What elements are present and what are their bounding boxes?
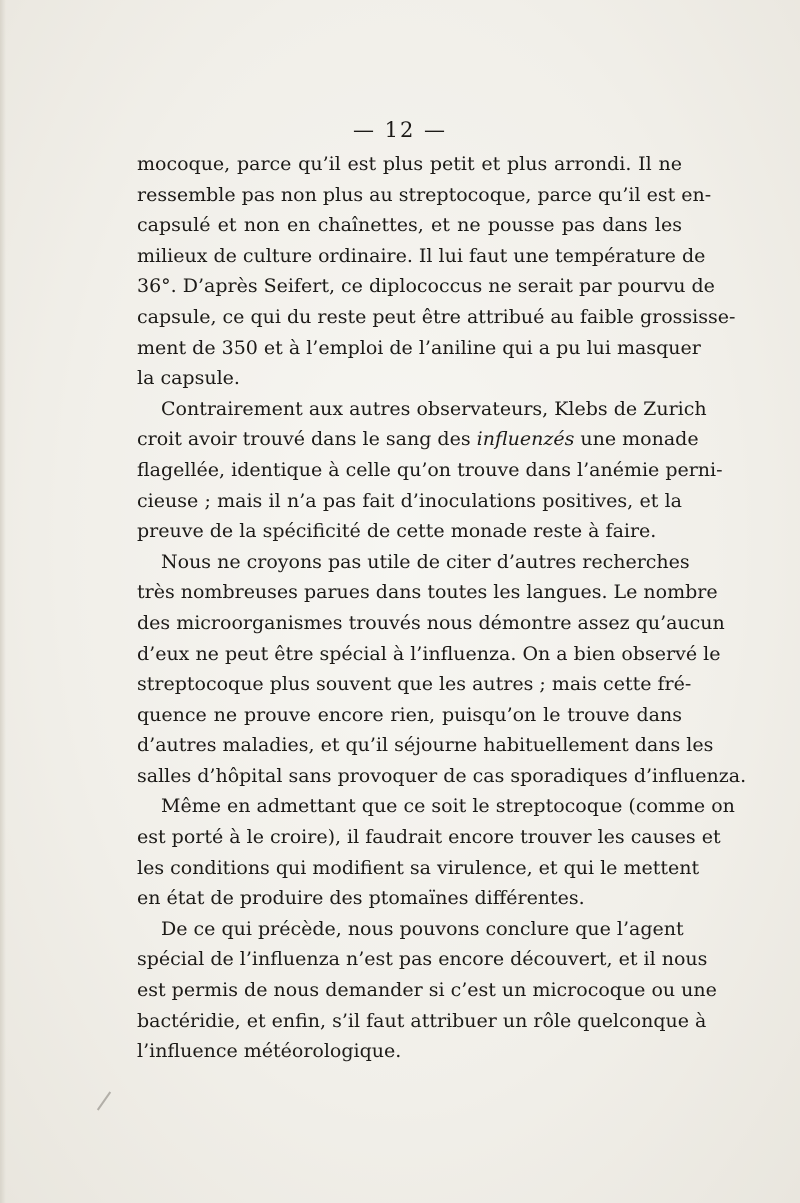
page-number: — 12 —: [352, 118, 448, 142]
text-line: capsulé et non en chaînettes, et ne pousse pas dans les: [137, 214, 682, 237]
paragraph: [137, 394, 723, 547]
text-line: croit avoir trouvé dans le sang des influenzés une monade: [137, 428, 699, 451]
text-line: est porté à le croire), il faudrait encore trouver les causes et: [137, 826, 721, 849]
text-line: spécial de l’influenza n’est pas encore découvert, et il nous: [137, 948, 708, 971]
text-line: la capsule.: [137, 367, 240, 390]
text-line: capsule, ce qui du reste peut être attribué au faible grossisse-: [137, 305, 736, 328]
text-line: cieuse ; mais il n’a pas fait d’inoculations positives, et la: [137, 489, 682, 512]
text-line: les conditions qui modifient sa virulence, et qui le mettent: [137, 856, 700, 879]
text-line: Même en admettant que ce soit le streptocoque (comme on: [161, 795, 735, 818]
text-line: est permis de nous demander si c’est un microcoque ou une: [137, 979, 717, 1002]
print-blemish: [97, 1091, 111, 1110]
text-line: De ce qui précède, nous pouvons conclure que l’agent: [161, 917, 684, 940]
text-line: bactéridie, et enfin, s’il faut attribuer un rôle quelconque à: [137, 1009, 707, 1032]
text-line: flagellée, identique à celle qu’on trouve dans l’anémie perni-: [137, 458, 723, 481]
text-line: des microorganismes trouvés nous démontre assez qu’aucun: [137, 611, 725, 634]
paragraph: [137, 149, 736, 394]
paragraph: [137, 547, 747, 792]
page-edge-shadow: [0, 0, 6, 1203]
text-line: 36°. D’après Seifert, ce diplococcus ne serait par pourvu de: [137, 275, 715, 298]
text-line: Nous ne croyons pas utile de citer d’autres recherches: [161, 550, 690, 573]
text-line: ressemble pas non plus au streptocoque, parce qu’il est en-: [137, 183, 712, 206]
body-text: [137, 149, 747, 1067]
paragraph: [137, 914, 717, 1067]
text-line: mocoque, parce qu’il est plus petit et plus arrondi. Il ne: [137, 153, 682, 175]
text-line: salles d’hôpital sans provoquer de cas sporadiques d’influenza.: [137, 764, 747, 787]
paragraph: [137, 791, 735, 913]
text-line: très nombreuses parues dans toutes les langues. Le nombre: [137, 581, 718, 604]
text-line: d’autres maladies, et qu’il séjourne habituellement dans les: [137, 734, 714, 757]
text-line: l’influence météorologique.: [137, 1040, 402, 1063]
text-line: quence ne prouve encore rien, puisqu’on le trouve dans: [137, 703, 682, 726]
text-line: ment de 350 et à l’emploi de l’aniline qui a pu lui masquer: [137, 336, 701, 359]
text-line: preuve de la spécificité de cette monade reste à faire.: [137, 520, 657, 543]
text-line: streptocoque plus souvent que les autres ; mais cette fré-: [137, 673, 692, 696]
text-line: milieux de culture ordinaire. Il lui faut une température de: [137, 244, 706, 267]
text-line: en état de produire des ptomaïnes différentes.: [137, 887, 585, 910]
text-line: d’eux ne peut être spécial à l’influenza. On a bien observé le: [137, 642, 721, 665]
italic-term: influenzés: [476, 428, 575, 451]
text-line: Contrairement aux autres observateurs, Klebs de Zurich: [161, 397, 707, 420]
